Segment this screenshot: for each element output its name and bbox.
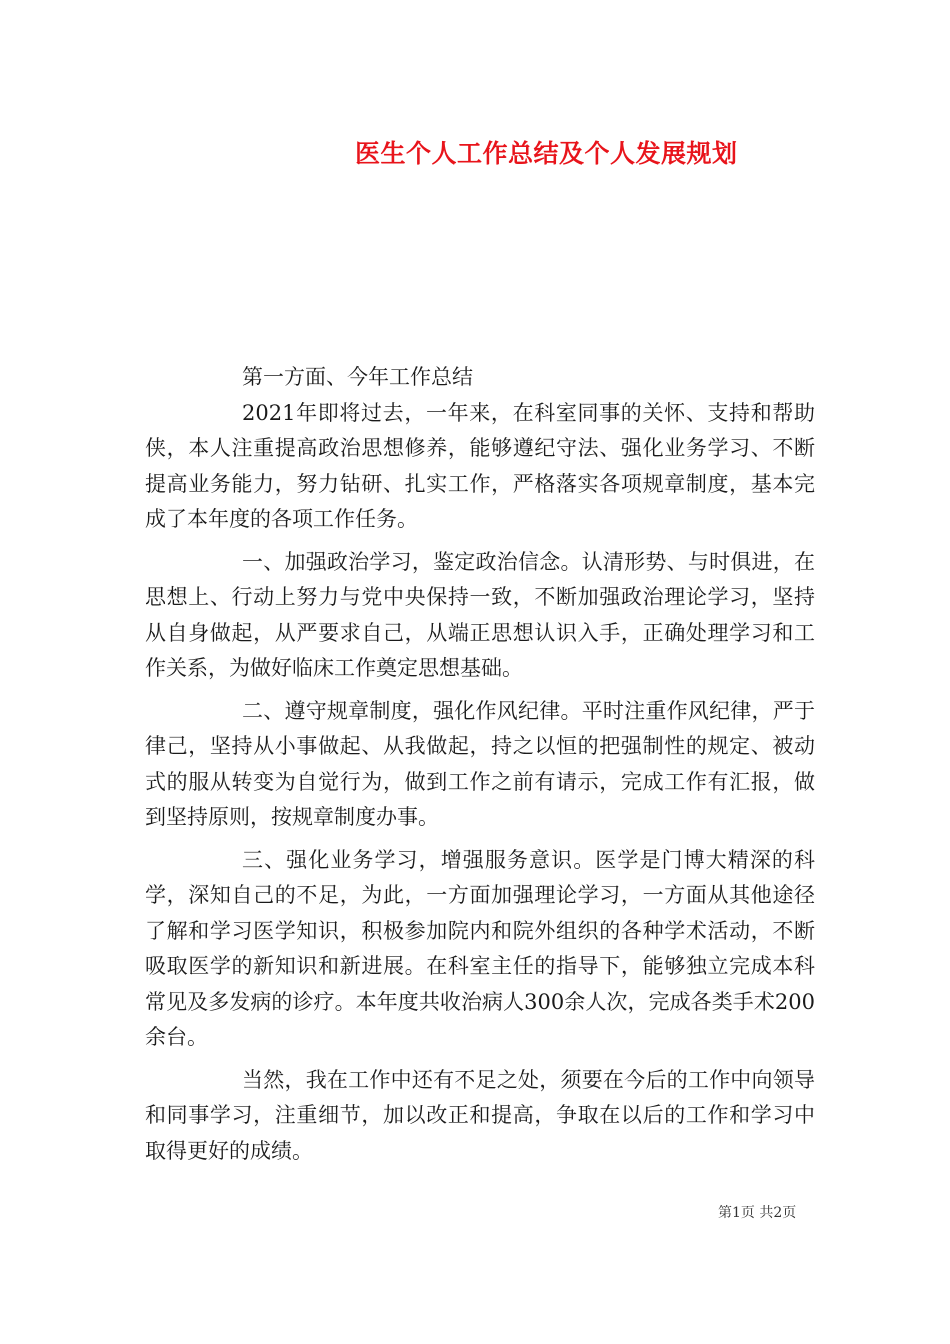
- page-number: 第1页 共2页: [718, 1205, 797, 1221]
- section-heading: 第一方面、今年工作总结: [242, 365, 473, 389]
- paragraph-professional-study: 三、强化业务学习，增强服务意识。医学是门博大精深的科学，深知自己的不足，为此，一方面加强理论学习，一方面从其他途径了解和学习医学知识，积极参加院内和院外组织的各种学术活动，不断吸取医学的新知识和新进展。在科室主任的指导下，能够独立完成本科常见及多发病的诊疗。本年度共收治病人300余人次，完成各类手术200余台。: [145, 847, 815, 1049]
- paragraph-political-study: 一、加强政治学习，鉴定政治信念。认清形势、与时俱进，在思想上、行动上努力与党中央保持一致，不断加强政治理论学习，坚持从自身做起，从严要求自己，从端正思想认识入手，正确处理学习和工作关系，为做好临床工作奠定思想基础。: [145, 549, 815, 680]
- paragraph-discipline: 二、遵守规章制度，强化作风纪律。平时注重作风纪律，严于律己，坚持从小事做起、从我做起，持之以恒的把强制性的规定、被动式的服从转变为自觉行为，做到工作之前有请示，完成工作有汇报，做到坚持原则，按规章制度办事。: [145, 698, 815, 829]
- document-body: [145, 360, 815, 1169]
- document-title: 医生个人工作总结及个人发展规划: [355, 139, 738, 168]
- paragraph-intro: 2021年即将过去，一年来，在科室同事的关怀、支持和帮助侠，本人注重提高政治思想修养，能够遵纪守法、强化业务学习、不断提高业务能力，努力钻研、扎实工作，严格落实各项规章制度，基本完成了本年度的各项工作任务。: [145, 400, 815, 531]
- paragraph-shortcomings: 当然，我在工作中还有不足之处，须要在今后的工作中向领导和同事学习，注重细节，加以改正和提高，争取在以后的工作和学习中取得更好的成绩。: [145, 1067, 815, 1163]
